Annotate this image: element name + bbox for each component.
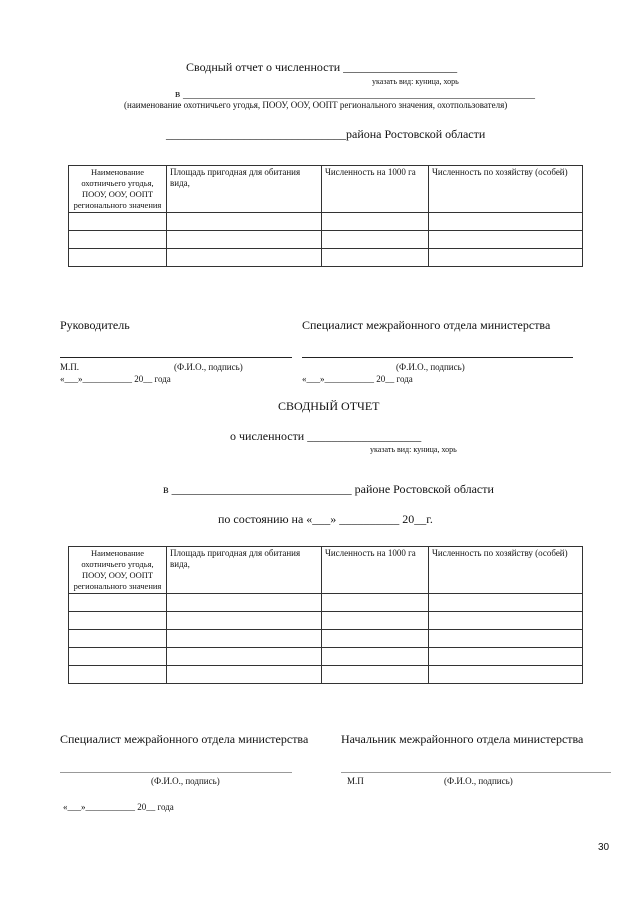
table-header-cell: Численность на 1000 га	[322, 166, 429, 213]
table-cell[interactable]	[429, 594, 583, 612]
table-header-cell: Численность на 1000 га	[322, 547, 429, 594]
report1-title: Сводный отчет о численности ___________________	[186, 60, 458, 74]
table-row	[69, 213, 583, 231]
table-row	[69, 612, 583, 630]
table-cell[interactable]	[167, 249, 322, 267]
report1-left-stamp: М.П.	[60, 362, 80, 372]
report2-left-signature-line	[60, 772, 292, 773]
table-header-row	[69, 547, 583, 594]
table-cell[interactable]	[69, 666, 167, 684]
table-cell[interactable]	[167, 648, 322, 666]
table-cell[interactable]	[322, 612, 429, 630]
report2-right-fio: (Ф.И.О., подпись)	[444, 776, 513, 786]
report2-subtitle: о численности ___________________	[230, 429, 422, 443]
report1-left-signature-line	[60, 357, 292, 358]
report1-in-line: в ________________________________________________________________	[175, 88, 535, 100]
table-cell[interactable]	[322, 648, 429, 666]
table-cell[interactable]	[69, 630, 167, 648]
table-cell[interactable]	[429, 666, 583, 684]
report1-district-line: ______________________________района Ростовской области	[166, 127, 486, 141]
table-header-cell: Площадь пригодная для обитания вида,	[167, 547, 322, 594]
table-header-cell: Наименование охотничьего угодья, ПООУ, ООУ, ООПТ регионального значения	[69, 547, 167, 594]
table-header-cell: Наименование охотничьего угодья, ПООУ, ООУ, ООПТ регионального значения	[69, 166, 167, 213]
table-cell[interactable]	[429, 213, 583, 231]
table-cell[interactable]	[429, 648, 583, 666]
report1-right-fio: (Ф.И.О., подпись)	[396, 362, 465, 372]
table-cell[interactable]	[167, 594, 322, 612]
report1-left-signer: Руководитель	[60, 318, 130, 332]
report1-left-date: «___»___________ 20__ года	[60, 374, 171, 384]
report1-species-hint: указать вид: куница, хорь	[372, 77, 459, 86]
table-row	[69, 666, 583, 684]
table-cell[interactable]	[429, 612, 583, 630]
report2-right-signer: Начальник межрайонного отдела министерства	[341, 732, 584, 746]
report2-right-stamp: М.П	[347, 776, 364, 786]
table-row	[69, 630, 583, 648]
table-cell[interactable]	[69, 231, 167, 249]
table-header-cell: Площадь пригодная для обитания вида,	[167, 166, 322, 213]
table-cell[interactable]	[322, 630, 429, 648]
table-cell[interactable]	[69, 594, 167, 612]
report2-district-line: в ______________________________ районе Ростовской области	[163, 482, 494, 496]
report2-table	[68, 546, 583, 684]
report2-title: СВОДНЫЙ ОТЧЕТ	[278, 399, 380, 413]
table-cell[interactable]	[322, 666, 429, 684]
table-cell[interactable]	[322, 231, 429, 249]
report2-date: «___»___________ 20__ года	[63, 802, 174, 812]
table-header-row	[69, 166, 583, 213]
report1-right-date: «___»___________ 20__ года	[302, 374, 413, 384]
table-cell[interactable]	[322, 249, 429, 267]
table-cell[interactable]	[429, 249, 583, 267]
table-cell[interactable]	[69, 213, 167, 231]
table-cell[interactable]	[322, 213, 429, 231]
report2-left-signer: Специалист межрайонного отдела министерства	[60, 732, 309, 746]
table-cell[interactable]	[429, 231, 583, 249]
table-row	[69, 249, 583, 267]
table-row	[69, 648, 583, 666]
report1-right-signer: Специалист межрайонного отдела министерства	[302, 318, 551, 332]
table-cell[interactable]	[167, 231, 322, 249]
table-row	[69, 231, 583, 249]
report1-left-fio: (Ф.И.О., подпись)	[174, 362, 243, 372]
report2-species-hint: указать вид: куница, хорь	[370, 445, 457, 454]
table-cell[interactable]	[429, 630, 583, 648]
report2-as-of: по состоянию на «___» __________ 20__г.	[218, 512, 433, 526]
table-cell[interactable]	[69, 612, 167, 630]
table-header-cell: Численность по хозяйству (особей)	[429, 166, 583, 213]
table-cell[interactable]	[167, 213, 322, 231]
report2-right-signature-line	[341, 772, 611, 773]
table-cell[interactable]	[167, 630, 322, 648]
table-cell[interactable]	[167, 666, 322, 684]
table-row	[69, 594, 583, 612]
table-header-cell: Численность по хозяйству (особей)	[429, 547, 583, 594]
table-cell[interactable]	[167, 612, 322, 630]
table-cell[interactable]	[69, 648, 167, 666]
report1-right-signature-line	[302, 357, 573, 358]
report1-table	[68, 165, 583, 267]
report2-left-fio: (Ф.И.О., подпись)	[151, 776, 220, 786]
table-cell[interactable]	[322, 594, 429, 612]
page-number: 30	[598, 842, 610, 853]
report1-in-hint: (наименование охотничьего угодья, ПООУ, ООУ, ООПТ регионального значения, охотпользователя)	[124, 100, 508, 110]
table-cell[interactable]	[69, 249, 167, 267]
